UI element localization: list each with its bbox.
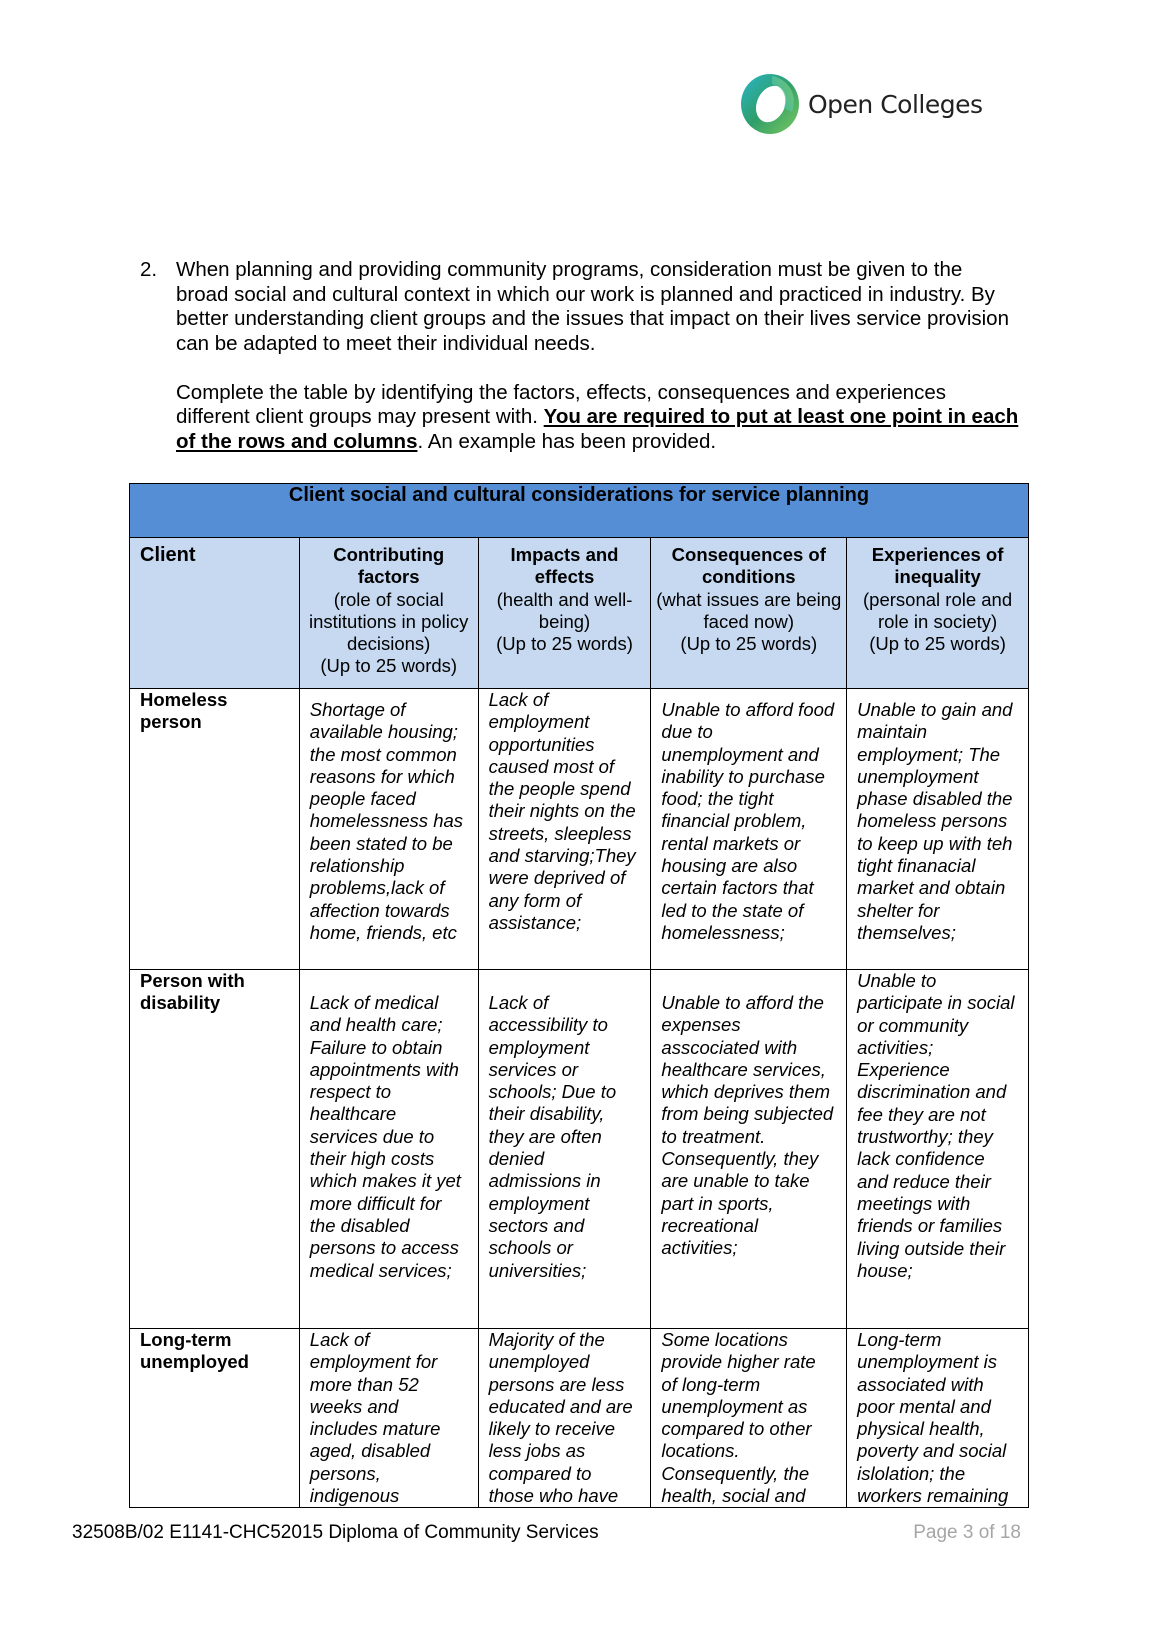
experiences-cell[interactable]: Unable to gain and maintain employment; The unemployment phase disabled the homeless persons to keep up with teh tight finanacial market and obtain shelter for themselves;: [847, 689, 1029, 970]
consequences-cell[interactable]: Some locations provide higher rate of long-term unemployment as compared to other locations. Consequently, the health, social and: [651, 1329, 847, 1508]
column-header-experiences: [847, 538, 1029, 689]
column-limit: (Up to 25 words): [869, 633, 1006, 655]
column-header-consequences: [651, 538, 847, 689]
instructions-text: Complete the table by identifying the factors, effects, consequences and experiences different client groups may present with.: [176, 380, 946, 428]
column-header-impacts: [478, 538, 651, 689]
client-cell: Long-term unemployed: [130, 1329, 300, 1508]
client-cell: Person with disability: [130, 970, 300, 1329]
column-subtitle: (what issues are being faced now): [656, 588, 842, 632]
impacts-cell[interactable]: Lack of employment opportunities caused most of the people spend their nights on the streets, sleepless and starving;They were deprived of any form of assistance;: [478, 689, 651, 970]
question-number: 2.: [140, 258, 158, 281]
column-title: Consequences of conditions: [671, 544, 826, 588]
consequences-cell[interactable]: Unable to afford food due to unemployment and inability to purchase food; the tight financial problem, rental markets or housing are also certain factors that led to the state of homelessness;: [651, 689, 847, 970]
experiences-cell[interactable]: Long-term unemployment is associated with poor mental and physical health, poverty and social islolation; the workers remaining: [847, 1329, 1029, 1508]
footer-course-code: 32508B/02 E1141-CHC52015 Diploma of Community Services: [72, 1522, 599, 1543]
question-instructions: [176, 381, 1020, 455]
column-title: Contributing factors: [333, 544, 445, 588]
logo-text: Open Colleges: [808, 89, 983, 119]
question-2: [140, 258, 1020, 479]
consequences-cell[interactable]: Unable to afford the expenses asscociated with healthcare services, which deprives them from being subjected to treatment. Consequently, they are unable to take part in sports, recreational activities;: [651, 970, 847, 1329]
table-title: Client social and cultural considerations for service planning: [130, 484, 1029, 538]
impacts-cell[interactable]: Lack of accessibility to employment services or schools; Due to their disability, they are often denied admissions in employment sectors and schools or universities;: [478, 970, 651, 1329]
column-subtitle: (personal role and role in society): [863, 588, 1013, 632]
column-limit: (Up to 25 words): [680, 633, 818, 655]
question-intro: When planning and providing community programs, consideration must be given to the broad social and cultural context in which our work is planned and practiced in industry. By better understanding client groups and the issues that impact on their lives service provision can be adapted to meet their individual needs.: [176, 258, 1009, 355]
considerations-table: [129, 483, 1029, 1508]
table-row: [130, 1329, 1029, 1508]
column-title: Experiences of inequality: [871, 544, 1004, 588]
experiences-cell[interactable]: Unable to participate in social or community activities; Experience discrimination and fee they are not trustworthy; they lack confidence and reduce their meetings with friends or families living outside their house;: [847, 970, 1029, 1329]
client-cell: Homeless person: [130, 689, 300, 970]
table-header-row: [130, 538, 1029, 689]
column-header-factors: [299, 538, 478, 689]
table-row: [130, 970, 1029, 1329]
instructions-end: . An example has been provided.: [417, 429, 717, 453]
footer-page-number: Page 3 of 18: [913, 1522, 1021, 1543]
column-limit: (Up to 25 words): [320, 655, 458, 677]
factors-cell[interactable]: Lack of medical and health care; Failure to obtain appointments with respect to healthcare services due to their high costs which makes it yet more difficult for the disabled persons to access medical services;: [299, 970, 478, 1329]
instructions-emphasis: You are required to put at least one point in each of the rows and columns: [176, 405, 1019, 453]
column-subtitle: (role of social institutions in policy decisions): [309, 588, 469, 655]
open-colleges-logo: [738, 70, 983, 138]
factors-cell[interactable]: Shortage of available housing; the most common reasons for which people faced homelessness has been stated to be relationship problems,lack of affection towards home, friends, etc: [299, 689, 478, 970]
factors-cell[interactable]: Lack of employment for more than 52 weeks and includes mature aged, disabled persons, indigenous: [299, 1329, 478, 1508]
impacts-cell[interactable]: Majority of the unemployed persons are less educated and are likely to receive less jobs as compared to those who have: [478, 1329, 651, 1508]
column-limit: (Up to 25 words): [496, 633, 633, 655]
column-subtitle: (health and well-being): [496, 588, 633, 632]
column-title: Impacts and effects: [510, 544, 619, 588]
column-header-client: Client: [130, 538, 300, 689]
table-row: [130, 689, 1029, 970]
logo-ring-icon: [738, 72, 802, 136]
